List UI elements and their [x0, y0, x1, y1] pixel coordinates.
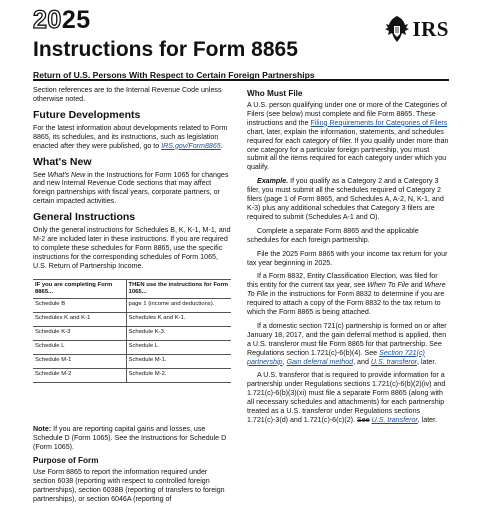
- future-developments-heading: Future Developments: [33, 108, 141, 121]
- page-title: Instructions for Form 8865: [33, 38, 298, 61]
- table-header-row: [33, 279, 231, 298]
- form8865-link[interactable]: IRS.gov/Form8865: [161, 141, 221, 150]
- example-label: Example.: [257, 177, 289, 186]
- right-column: [247, 86, 449, 430]
- irs-logo-text: IRS: [412, 16, 449, 41]
- page-subtitle: Return of U.S. Persons With Respect to Certain Foreign Partnerships: [33, 70, 315, 80]
- table-row: [33, 368, 231, 382]
- domestic-partnership-text: [247, 322, 449, 367]
- complete-separate-text: Complete a separate Form 8865 and the applicable schedules for each foreign partnership.: [247, 226, 419, 244]
- transferor-a: A U.S. transferor that is required to provide information for a partnership under Regulations sections 1.721(c)-6(b)(2)(iv) and 1.721(c)-6(b)(3)(xi) must file a separate Form 8865 (along with all necessary schedules and attachments) for each partnership treated as a U.S. transferor under Regulations sections 1.721(c)-3(d) and 1.721(c)-6(c)(2).: [247, 371, 446, 424]
- header-rule: [33, 79, 449, 81]
- table-row: [33, 354, 231, 368]
- table-cell: Schedule M-1: [33, 354, 126, 368]
- table-cell: page 1 (income and deductions).: [126, 298, 231, 312]
- table-cell: Schedules K and K-1.: [126, 312, 231, 326]
- table-row: [33, 326, 231, 340]
- transferor-text: [247, 371, 449, 424]
- table-row: [33, 298, 231, 312]
- future-end: .: [220, 141, 223, 150]
- who-must-file-heading: Who Must File: [247, 89, 303, 98]
- irs-logo: [384, 12, 449, 46]
- table-header-cell: IF you are completing Form 8865...: [33, 279, 126, 298]
- filing-requirements-link[interactable]: Filing Requirements for Categories of Filers: [310, 118, 448, 127]
- schedule-mapping-table: [33, 279, 231, 383]
- transferor-strike: See: [357, 416, 370, 424]
- note-body: If you are reporting capital gains and losses, use Schedule D (Form 1065). See the Instructions for Schedule D (Form 1065).: [33, 424, 227, 451]
- document-header: [33, 6, 449, 86]
- form8832-c: in the instructions for Form 8832 to determine if you are required to attach a copy of the Form 8832 to the tax return to which the Form 8865 is being attached.: [247, 290, 445, 317]
- table-cell: Schedule L: [33, 340, 126, 354]
- us-transferor-link-2[interactable]: U.S. transferor: [371, 416, 418, 424]
- who-must-file-text: [247, 101, 449, 172]
- table-cell: Schedules K and K-1: [33, 312, 126, 326]
- transferor-end: , later.: [417, 416, 438, 424]
- who-text-b: chart, later, explain the information, statements, and schedules required for each category of filer. If you qualify under more than one category for a particular foreign partnership, you must submit all the items required for each category under which you qualify.: [247, 127, 449, 172]
- form8832-when: When To File: [367, 281, 409, 290]
- tax-year-prefix: 20: [33, 6, 62, 34]
- purpose-text: Use Form 8865 to report the information required under section 6038 (reporting with respect to controlled foreign partnerships), section 6038B (reporting of transfers to foreign partnerships), or section 6046A (reporting of: [33, 468, 225, 504]
- form8832-where: Where To File: [247, 281, 446, 299]
- table-header-cell: THEN use the instructions for Form 1065...: [126, 279, 231, 298]
- example-text: [247, 177, 449, 222]
- intro-text: Section references are to the Internal Revenue Code unless otherwise noted.: [33, 86, 222, 103]
- gain-deferral-link[interactable]: Gain deferral method: [286, 357, 354, 366]
- whats-new-b: in the Instructions for Form 1065 for changes and new Internal Revenue Code sections that may affect foreign partnerships with fiscal years, corporate partners, or certain impacted activities.: [33, 170, 229, 206]
- table-cell: Schedule K-3.: [126, 326, 231, 340]
- domestic-and: , and: [353, 357, 369, 366]
- domestic-a: If a domestic section 721(c) partnership is formed on or after January 18, 2017, and the gain deferral method is applied, then a U.S. transferor must file Form 8865 for that partnership. See Regulations section 1.721(c)-6(b)(4). See: [247, 321, 447, 357]
- form8832-and: and: [410, 281, 423, 290]
- general-instructions-text: Only the general instructions for Schedules B, K, K-1, M-1, and M-2 are included later in these instructions. If you are required to complete these schedules for Form 8865, use the specific instructions for the corresponding schedules of Form 1065, U.S. Return of Partnership Income.: [33, 226, 231, 270]
- tax-year: [33, 6, 91, 34]
- domestic-sep: ,: [282, 357, 285, 366]
- form8832-a: If a Form 8832, Entity Classification Election, was filed for this entity for the current tax year, see: [247, 272, 438, 290]
- section-721c-link[interactable]: Section 721(c) partnership: [247, 348, 425, 366]
- table-cell: Schedule M-2: [33, 368, 126, 382]
- whats-new-text: [33, 171, 231, 207]
- table-cell: Schedule M-2.: [126, 368, 231, 382]
- left-column: [33, 86, 231, 509]
- form8832-text: [247, 272, 449, 317]
- general-instructions-heading: General Instructions: [33, 211, 136, 224]
- future-developments-body: For the latest information about developments related to Form 8865, its schedules, and its instructions, such as legislation enacted after they were published, go to: [33, 123, 228, 150]
- who-text-a: A U.S. person qualifying under one or more of the Categories of Filers (see below) must complete and file Form 8865. These instructions and the: [247, 101, 447, 127]
- table-cell: Schedule M-1.: [126, 354, 231, 368]
- table-row: [33, 312, 231, 326]
- example-body: If you qualify as a Category 2 and a Category 3 filer, you must submit all the schedules required of Category 2 filers (page 1 of Form 8865, and Schedules A, A-2, N, K-1, and K-3) plus any additional schedules that Category 3 filers are required to submit (Schedules A-1 and O).: [247, 177, 444, 221]
- future-developments-text: [33, 124, 231, 151]
- note-label: Note:: [33, 424, 52, 433]
- note-text: [33, 425, 231, 452]
- us-transferor-link[interactable]: U.S. transferor: [370, 357, 417, 366]
- domestic-end: , later.: [417, 357, 437, 366]
- purpose-heading: Purpose of Form: [33, 456, 99, 466]
- whats-new-a: See: [33, 170, 46, 179]
- table-cell: Schedule B: [33, 298, 126, 312]
- tax-year-suffix: 25: [61, 6, 91, 34]
- whats-new-heading: What's New: [33, 155, 92, 168]
- table-cell: Schedule L.: [126, 340, 231, 354]
- file-with-return-text: File the 2025 Form 8865 with your income tax return for your tax year beginning in 2025.: [247, 249, 448, 267]
- table-cell: Schedule K-3: [33, 326, 126, 340]
- irs-eagle-icon: [384, 14, 410, 44]
- whats-new-italic: What's New: [47, 170, 86, 179]
- table-row: [33, 340, 231, 354]
